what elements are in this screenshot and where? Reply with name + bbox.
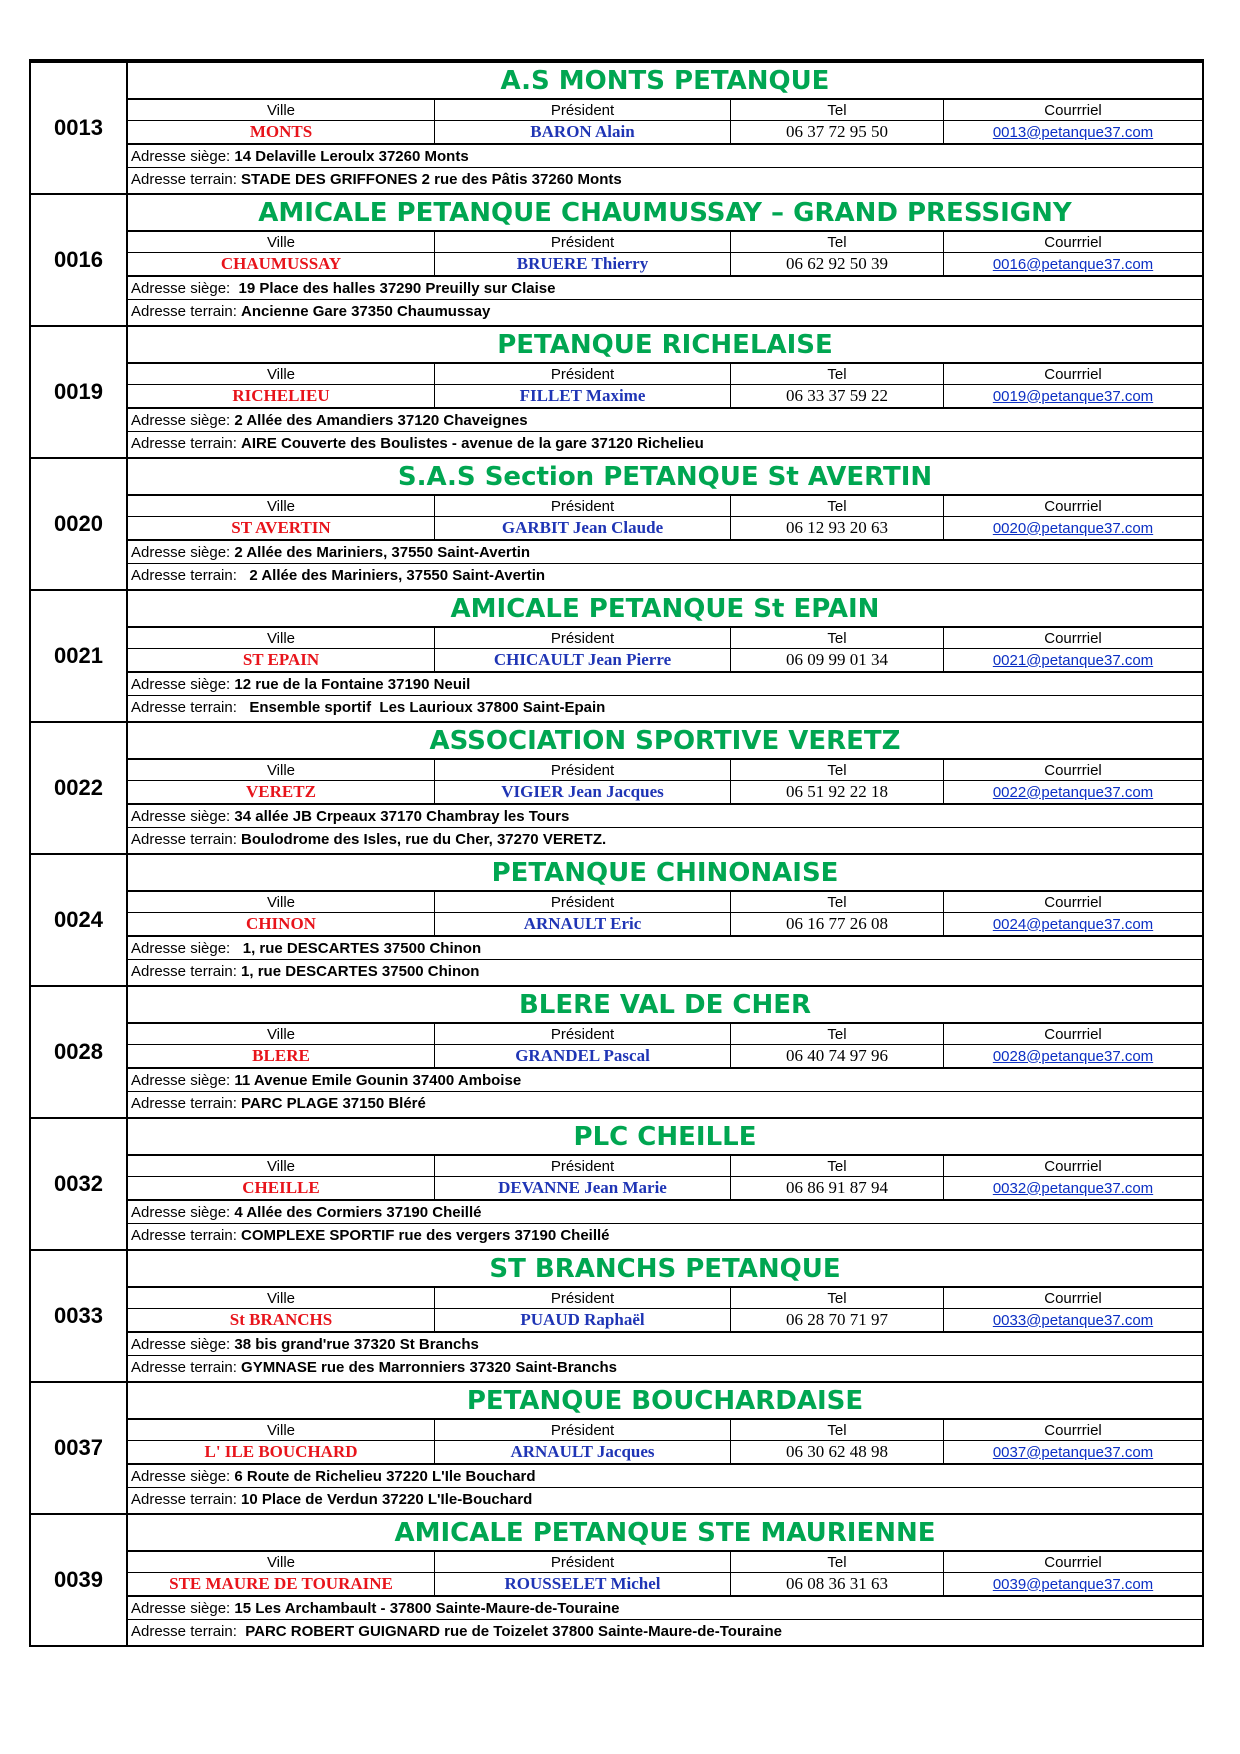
club-ville: ST AVERTIN xyxy=(128,517,435,539)
header-tel: Tel xyxy=(731,496,944,516)
header-ville: Ville xyxy=(128,1420,435,1440)
header-tel: Tel xyxy=(731,232,944,252)
terrain-label: Adresse terrain: xyxy=(131,1227,242,1244)
club-name: PETANQUE RICHELAISE xyxy=(128,327,1202,364)
club-code: 0016 xyxy=(31,195,128,325)
siege-label: Adresse siège: xyxy=(131,279,235,297)
club-name: PETANQUE CHINONAISE xyxy=(128,855,1202,892)
club-email-link[interactable]: 0016@petanque37.com xyxy=(992,255,1154,273)
club-values-row xyxy=(128,913,1202,937)
header-courriel: Courrriel xyxy=(1044,1289,1102,1307)
header-ville: Ville xyxy=(128,892,435,912)
header-tel: Tel xyxy=(731,760,944,780)
club-name: BLERE VAL DE CHER xyxy=(128,987,1202,1024)
siege-address-row xyxy=(128,1069,1202,1092)
header-courriel: Courrriel xyxy=(1044,761,1102,779)
terrain-address-row xyxy=(128,1356,1202,1379)
siege-label: Adresse siège: xyxy=(131,1335,235,1353)
club-values-row xyxy=(128,1045,1202,1069)
club-name: ST BRANCHS PETANQUE xyxy=(128,1251,1202,1288)
club-name: PLC CHEILLE xyxy=(128,1119,1202,1156)
header-tel: Tel xyxy=(731,1288,944,1308)
club-email-link[interactable]: 0039@petanque37.com xyxy=(992,1575,1154,1593)
terrain-address-row xyxy=(128,168,1202,191)
club-block xyxy=(31,721,1202,853)
siege-label: Adresse siège: xyxy=(131,807,235,825)
siege-address: 19 Place des halles 37290 Preuilly sur Claise xyxy=(234,279,556,297)
club-phone: 06 28 70 71 97 xyxy=(731,1309,944,1331)
siege-address: 14 Delaville Leroulx 37260 Monts xyxy=(234,147,469,165)
header-ville: Ville xyxy=(128,232,435,252)
header-courriel: Courrriel xyxy=(1044,101,1102,119)
header-tel: Tel xyxy=(731,1156,944,1176)
siege-label: Adresse siège: xyxy=(131,1599,235,1617)
header-tel: Tel xyxy=(731,364,944,384)
club-president: GRANDEL Pascal xyxy=(435,1045,731,1067)
header-ville: Ville xyxy=(128,496,435,516)
club-directory-table xyxy=(29,59,1204,1647)
club-name: AMICALE PETANQUE St EPAIN xyxy=(128,591,1202,628)
club-ville: CHAUMUSSAY xyxy=(128,253,435,275)
header-ville: Ville xyxy=(128,364,435,384)
club-block xyxy=(31,325,1202,457)
terrain-address-row xyxy=(128,300,1202,323)
column-header-row xyxy=(128,364,1202,385)
club-president: VIGIER Jean Jacques xyxy=(435,781,731,803)
header-president: Président xyxy=(435,1156,731,1176)
club-president: ROUSSELET Michel xyxy=(435,1573,731,1595)
terrain-label: Adresse terrain: xyxy=(131,831,242,848)
club-phone: 06 40 74 97 96 xyxy=(731,1045,944,1067)
club-president: ARNAULT Jacques xyxy=(435,1441,731,1463)
siege-address: 6 Route de Richelieu 37220 L'Ile Bouchard xyxy=(234,1467,536,1485)
club-block xyxy=(31,1117,1202,1249)
terrain-label: Adresse terrain: xyxy=(131,435,242,452)
header-tel: Tel xyxy=(731,1420,944,1440)
club-email-link[interactable]: 0022@petanque37.com xyxy=(992,783,1154,801)
siege-address-row xyxy=(128,145,1202,168)
club-ville: L' ILE BOUCHARD xyxy=(128,1441,435,1463)
header-president: Président xyxy=(435,892,731,912)
column-header-row xyxy=(128,100,1202,121)
terrain-label: Adresse terrain: xyxy=(131,303,242,320)
header-president: Président xyxy=(435,760,731,780)
club-phone: 06 33 37 59 22 xyxy=(731,385,944,407)
club-phone: 06 09 99 01 34 xyxy=(731,649,944,671)
club-info xyxy=(128,63,1202,193)
club-phone: 06 51 92 22 18 xyxy=(731,781,944,803)
terrain-address: PARC ROBERT GUIGNARD rue de Toizelet 37800 Sainte-Maure-de-Touraine xyxy=(241,1623,782,1640)
club-code: 0013 xyxy=(31,63,128,193)
siege-label: Adresse siège: xyxy=(131,1467,235,1485)
club-code: 0021 xyxy=(31,591,128,721)
club-values-row xyxy=(128,253,1202,277)
header-president: Président xyxy=(435,496,731,516)
column-header-row xyxy=(128,892,1202,913)
header-president: Président xyxy=(435,232,731,252)
header-ville: Ville xyxy=(128,1552,435,1572)
siege-label: Adresse siège: xyxy=(131,1071,235,1089)
header-ville: Ville xyxy=(128,1288,435,1308)
club-code: 0032 xyxy=(31,1119,128,1249)
club-email-link[interactable]: 0013@petanque37.com xyxy=(992,123,1154,141)
club-values-row xyxy=(128,1309,1202,1333)
club-values-row xyxy=(128,385,1202,409)
club-phone: 06 62 92 50 39 xyxy=(731,253,944,275)
club-values-row xyxy=(128,649,1202,673)
club-code: 0020 xyxy=(31,459,128,589)
terrain-address: GYMNASE rue des Marronniers 37320 Saint-Branchs xyxy=(241,1359,618,1376)
terrain-address: Ensemble sportif Les Laurioux 37800 Saint-Epain xyxy=(241,699,606,716)
club-ville: BLERE xyxy=(128,1045,435,1067)
club-phone: 06 08 36 31 63 xyxy=(731,1573,944,1595)
club-info xyxy=(128,855,1202,985)
club-name: AMICALE PETANQUE STE MAURIENNE xyxy=(128,1515,1202,1552)
column-header-row xyxy=(128,1156,1202,1177)
club-values-row xyxy=(128,517,1202,541)
terrain-address-row xyxy=(128,696,1202,719)
terrain-label: Adresse terrain: xyxy=(131,963,242,980)
header-courriel: Courrriel xyxy=(1044,1025,1102,1043)
terrain-address: 10 Place de Verdun 37220 L'Ile-Bouchard xyxy=(241,1491,533,1508)
club-email-link[interactable]: 0019@petanque37.com xyxy=(992,387,1154,405)
club-info xyxy=(128,195,1202,325)
terrain-address-row xyxy=(128,828,1202,851)
terrain-address: Boulodrome des Isles, rue du Cher, 37270 VERETZ. xyxy=(241,831,607,848)
club-ville: RICHELIEU xyxy=(128,385,435,407)
club-president: DEVANNE Jean Marie xyxy=(435,1177,731,1199)
club-code: 0037 xyxy=(31,1383,128,1513)
club-info xyxy=(128,723,1202,853)
column-header-row xyxy=(128,1288,1202,1309)
club-code: 0033 xyxy=(31,1251,128,1381)
club-block xyxy=(31,1249,1202,1381)
club-block xyxy=(31,589,1202,721)
column-header-row xyxy=(128,1024,1202,1045)
header-president: Président xyxy=(435,364,731,384)
header-tel: Tel xyxy=(731,1552,944,1572)
header-courriel: Courrriel xyxy=(1044,497,1102,515)
club-block xyxy=(31,853,1202,985)
club-email-link[interactable]: 0028@petanque37.com xyxy=(992,1047,1154,1065)
club-president: PUAUD Raphaël xyxy=(435,1309,731,1331)
terrain-address-row xyxy=(128,432,1202,455)
club-info xyxy=(128,1515,1202,1645)
club-ville: St BRANCHS xyxy=(128,1309,435,1331)
terrain-address-row xyxy=(128,1488,1202,1511)
header-courriel: Courrriel xyxy=(1044,893,1102,911)
siege-label: Adresse siège: xyxy=(131,675,235,693)
club-info xyxy=(128,327,1202,457)
terrain-address: PARC PLAGE 37150 Bléré xyxy=(241,1095,426,1112)
header-president: Président xyxy=(435,1552,731,1572)
club-president: CHICAULT Jean Pierre xyxy=(435,649,731,671)
terrain-address-row xyxy=(128,1224,1202,1247)
siege-label: Adresse siège: xyxy=(131,939,235,957)
column-header-row xyxy=(128,760,1202,781)
club-info xyxy=(128,1119,1202,1249)
siege-address: 2 Allée des Mariniers, 37550 Saint-Avertin xyxy=(234,543,531,561)
terrain-address: Ancienne Gare 37350 Chaumussay xyxy=(241,303,491,320)
terrain-label: Adresse terrain: xyxy=(131,1359,242,1376)
column-header-row xyxy=(128,496,1202,517)
terrain-label: Adresse terrain: xyxy=(131,171,242,188)
siege-address: 1, rue DESCARTES 37500 Chinon xyxy=(234,939,482,957)
club-ville: STE MAURE DE TOURAINE xyxy=(128,1573,435,1595)
siege-address-row xyxy=(128,673,1202,696)
club-info xyxy=(128,1383,1202,1513)
club-ville: ST EPAIN xyxy=(128,649,435,671)
header-ville: Ville xyxy=(128,100,435,120)
club-email-link[interactable]: 0037@petanque37.com xyxy=(992,1443,1154,1461)
terrain-address-row xyxy=(128,1092,1202,1115)
siege-address-row xyxy=(128,805,1202,828)
club-block xyxy=(31,985,1202,1117)
terrain-label: Adresse terrain: xyxy=(131,1095,242,1112)
header-courriel: Courrriel xyxy=(1044,1157,1102,1175)
club-info xyxy=(128,987,1202,1117)
club-email-link[interactable]: 0033@petanque37.com xyxy=(992,1311,1154,1329)
club-name: PETANQUE BOUCHARDAISE xyxy=(128,1383,1202,1420)
club-block xyxy=(31,1513,1202,1645)
club-code: 0022 xyxy=(31,723,128,853)
header-president: Président xyxy=(435,1420,731,1440)
header-courriel: Courrriel xyxy=(1044,365,1102,383)
siege-address-row xyxy=(128,1597,1202,1620)
siege-address-row xyxy=(128,409,1202,432)
terrain-address: 1, rue DESCARTES 37500 Chinon xyxy=(241,963,480,980)
club-president: BRUERE Thierry xyxy=(435,253,731,275)
club-block xyxy=(31,61,1202,193)
terrain-address: COMPLEXE SPORTIF rue des vergers 37190 Cheillé xyxy=(241,1227,610,1244)
siege-label: Adresse siège: xyxy=(131,543,235,561)
siege-address-row xyxy=(128,1201,1202,1224)
club-phone: 06 30 62 48 98 xyxy=(731,1441,944,1463)
column-header-row xyxy=(128,628,1202,649)
header-ville: Ville xyxy=(128,1156,435,1176)
siege-address: 11 Avenue Emile Gounin 37400 Amboise xyxy=(234,1071,522,1089)
siege-label: Adresse siège: xyxy=(131,147,235,165)
club-email-link[interactable]: 0021@petanque37.com xyxy=(992,651,1154,669)
club-email-link[interactable]: 0032@petanque37.com xyxy=(992,1179,1154,1197)
club-phone: 06 37 72 95 50 xyxy=(731,121,944,143)
club-president: ARNAULT Eric xyxy=(435,913,731,935)
header-president: Président xyxy=(435,628,731,648)
club-block xyxy=(31,193,1202,325)
siege-address-row xyxy=(128,1465,1202,1488)
header-president: Président xyxy=(435,1288,731,1308)
club-president: BARON Alain xyxy=(435,121,731,143)
club-email-link[interactable]: 0024@petanque37.com xyxy=(992,915,1154,933)
terrain-address-row xyxy=(128,960,1202,983)
siege-address: 2 Allée des Amandiers 37120 Chaveignes xyxy=(234,411,528,429)
club-name: AMICALE PETANQUE CHAUMUSSAY – GRAND PRESSIGNY xyxy=(128,195,1202,232)
terrain-label: Adresse terrain: xyxy=(131,1491,242,1508)
terrain-label: Adresse terrain: xyxy=(131,1623,242,1640)
column-header-row xyxy=(128,1552,1202,1573)
header-tel: Tel xyxy=(731,628,944,648)
siege-address-row xyxy=(128,937,1202,960)
club-ville: CHEILLE xyxy=(128,1177,435,1199)
club-phone: 06 12 93 20 63 xyxy=(731,517,944,539)
club-block xyxy=(31,457,1202,589)
club-president: GARBIT Jean Claude xyxy=(435,517,731,539)
header-courriel: Courrriel xyxy=(1044,1421,1102,1439)
club-block xyxy=(31,1381,1202,1513)
club-name: ASSOCIATION SPORTIVE VERETZ xyxy=(128,723,1202,760)
terrain-label: Adresse terrain: xyxy=(131,699,242,716)
header-president: Président xyxy=(435,100,731,120)
siege-label: Adresse siège: xyxy=(131,411,235,429)
siege-address: 4 Allée des Cormiers 37190 Cheillé xyxy=(234,1203,482,1221)
siege-address: 34 allée JB Crpeaux 37170 Chambray les Tours xyxy=(234,807,570,825)
siege-address: 12 rue de la Fontaine 37190 Neuil xyxy=(234,675,471,693)
club-values-row xyxy=(128,1441,1202,1465)
column-header-row xyxy=(128,1420,1202,1441)
header-tel: Tel xyxy=(731,1024,944,1044)
club-name: S.A.S Section PETANQUE St AVERTIN xyxy=(128,459,1202,496)
club-code: 0024 xyxy=(31,855,128,985)
club-info xyxy=(128,1251,1202,1381)
siege-address: 15 Les Archambault - 37800 Sainte-Maure-de-Touraine xyxy=(234,1599,620,1617)
header-ville: Ville xyxy=(128,628,435,648)
club-info xyxy=(128,459,1202,589)
header-courriel: Courrriel xyxy=(1044,1553,1102,1571)
terrain-address: AIRE Couverte des Boulistes - avenue de la gare 37120 Richelieu xyxy=(241,435,704,452)
header-president: Président xyxy=(435,1024,731,1044)
club-code: 0039 xyxy=(31,1515,128,1645)
club-values-row xyxy=(128,1573,1202,1597)
club-values-row xyxy=(128,1177,1202,1201)
club-name: A.S MONTS PETANQUE xyxy=(128,63,1202,100)
club-values-row xyxy=(128,121,1202,145)
club-ville: CHINON xyxy=(128,913,435,935)
terrain-address: STADE DES GRIFFONES 2 rue des Pâtis 37260 Monts xyxy=(241,171,622,188)
club-code: 0019 xyxy=(31,327,128,457)
club-ville: VERETZ xyxy=(128,781,435,803)
terrain-address-row xyxy=(128,564,1202,587)
terrain-label: Adresse terrain: xyxy=(131,567,242,584)
siege-label: Adresse siège: xyxy=(131,1203,235,1221)
club-code: 0028 xyxy=(31,987,128,1117)
club-ville: MONTS xyxy=(128,121,435,143)
header-courriel: Courrriel xyxy=(1044,629,1102,647)
header-ville: Ville xyxy=(128,760,435,780)
header-tel: Tel xyxy=(731,100,944,120)
club-phone: 06 16 77 26 08 xyxy=(731,913,944,935)
terrain-address: 2 Allée des Mariniers, 37550 Saint-Avertin xyxy=(241,567,546,584)
header-ville: Ville xyxy=(128,1024,435,1044)
club-email-link[interactable]: 0020@petanque37.com xyxy=(992,519,1154,537)
header-courriel: Courrriel xyxy=(1044,233,1102,251)
column-header-row xyxy=(128,232,1202,253)
club-info xyxy=(128,591,1202,721)
club-phone: 06 86 91 87 94 xyxy=(731,1177,944,1199)
siege-address-row xyxy=(128,1333,1202,1356)
club-president: FILLET Maxime xyxy=(435,385,731,407)
siege-address-row xyxy=(128,277,1202,300)
terrain-address-row xyxy=(128,1620,1202,1643)
siege-address: 38 bis grand'rue 37320 St Branchs xyxy=(234,1335,479,1353)
club-values-row xyxy=(128,781,1202,805)
siege-address-row xyxy=(128,541,1202,564)
header-tel: Tel xyxy=(731,892,944,912)
